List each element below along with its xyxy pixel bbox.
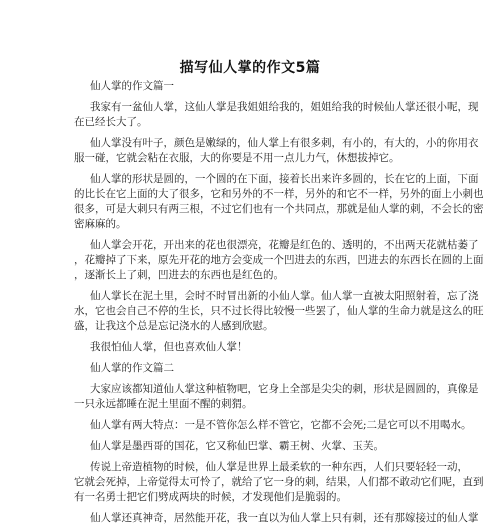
text-line: 密麻麻的。	[74, 218, 127, 230]
text-line: 仙人掌是墨西哥的国花，它又称仙巴掌、霸王树、火掌、玉芙。	[90, 440, 384, 452]
text-line: 仙人掌没有叶子，颜色是嫩绿的，仙人掌上有很多刺，有小的，有大的，小的你用衣	[90, 137, 479, 149]
text-line: 仙人掌的作文篇二	[90, 362, 174, 374]
text-line: 服一碰，它就会粘在衣服，大的你要是不用一点儿力气，休想拔掉它。	[74, 152, 400, 164]
text-line: 仙人掌还真神奇，居然能开花，我一直以为仙人掌上只有刺，还有那嫁接过的仙人掌	[90, 512, 479, 524]
text-line: 有一名勇士把它们劈成两块的时候，才发现他们是脆弱的。	[74, 491, 347, 503]
text-line: 很多，可是大刺只有两三根，不过它们也有一个共同点，那就是仙人掌的刺，不会长的密	[74, 203, 484, 215]
text-line: 仙人掌的作文篇一	[90, 80, 174, 92]
text-line: 传说上帝造植物的时候，仙人掌是世界上最柔软的一种东西，人们只要轻轻一动，	[90, 461, 468, 473]
document-title: 描写仙人掌的作文5篇	[179, 60, 321, 76]
text-line: 一只永远都睡在泥土里面不醒的刺猬。	[74, 398, 253, 410]
text-line: 仙人掌会开花，开出来的花也很漂亮，花瓣是红色的、透明的，不出两天花就枯萎了	[90, 239, 479, 251]
text-line: 我家有一盆仙人掌，这仙人掌是我姐姐给我的，姐姐给我的时候仙人掌还很小呢，现	[90, 101, 479, 113]
text-line: ，花瓣掉了下来，原先开花的地方会变成一个凹进去的东西，凹进去的东西长在圆的上面	[74, 254, 484, 266]
text-line: 的比长在它上面的大了很多，它和另外的不一样，另外的和它不一样，另外的面上小刺也	[74, 188, 484, 200]
text-line: 它就会死掉，上帝觉得太可怜了，就给了它一身的刺，结果，人们都不敢动它们呢，直到	[74, 476, 484, 488]
text-line: 在已经长大了。	[74, 116, 148, 128]
text-line: 大家应该都知道仙人掌这种植物吧，它身上全部是尖尖的刺，形状是圆圆的，真像是	[90, 383, 479, 395]
text-line: ，逐渐长上了刺，凹进去的东西也是红色的。	[74, 269, 284, 281]
text-line: 仙人掌长在泥土里，会时不时冒出新的小仙人掌。仙人掌一直被太阳照射着，忘了浇	[90, 290, 479, 302]
text-line: 仙人掌有两大特点：一是不管你怎么样不管它，它都不会死;二是它可以不用喝水。	[90, 419, 472, 431]
text-line: 我很怕仙人掌，但也喜欢仙人掌！	[90, 341, 248, 353]
text-line: 水，它也会自己不停的生长，只不过长得比较慢一些罢了，仙人掌的生命力就是这么的旺	[74, 305, 484, 317]
text-line: 仙人掌的形状是圆的，一个圆的在下面，接着长出来许多圆的，长在它的上面，下面	[90, 173, 479, 185]
text-line: 盛，让我这个总是忘记浇水的人感到欣慰。	[74, 320, 274, 332]
